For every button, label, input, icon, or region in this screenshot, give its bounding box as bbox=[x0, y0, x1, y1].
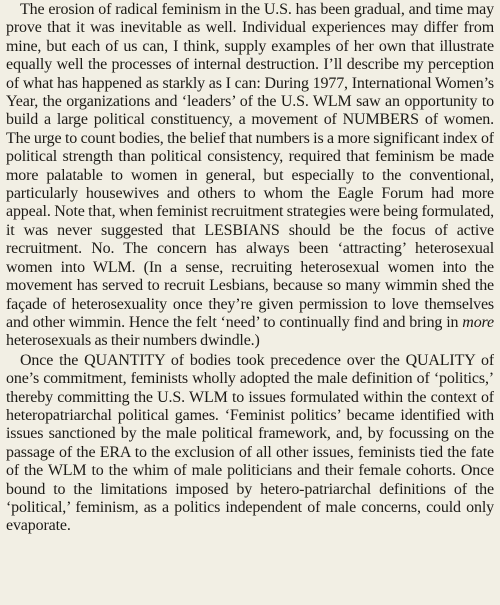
emphasis-more: more bbox=[462, 313, 494, 331]
paragraph-erosion-text-end: heterosexuals as their numbers dwindle.) bbox=[6, 332, 260, 350]
document-page bbox=[6, 1, 494, 601]
paragraph-erosion bbox=[6, 1, 494, 351]
paragraph-quantity-text: Once the QUANTITY of bodies took precedence over the QUALITY of one’s commitment, feminists wholly adopted the male definition of ‘politics,’ thereby committing the U.S. WLM to issues formulated within the context of heteropatriarchal political games. ‘Feminist politics’ became identified with issues sanctioned by the male political framework, and, by focussing on the passage of the ERA to the exclusion of all other issues, feminists tied the fate of the WLM to the whim of male politicians and their female cohorts. Once bound to the limitations imposed by hetero-patriarchal definitions of the ‘political,’ feminism, as a politics independent of male concerns, could only evaporate. bbox=[6, 351, 494, 535]
paragraph-erosion-text: The erosion of radical feminism in the U.S. has been gradual, and time may prove that it was inevitable as well. Individual experiences may differ from mine, but each of us can, I think, supply examples of her own that illustrate equally well the processes of internal destruction. I’ll describe my perception of what has happened as starkly as I can: During 1977, International Women’s Year, the organizations and ‘leaders’ of the U.S. WLM saw an opportunity to build a large political constituency, a movement of NUMBERS of women. The urge to count bodies, the belief that numbers is a more significant index of political strength than political consistency, required that feminism be made more palatable to women in general, but especially to the conventional, particularly housewives and others to whom the Eagle Forum had more appeal. Note that, when feminist recruitment strategies were being formulated, it was never suggested that LESBIANS should be the focus of active recruitment. No. The concern has always been ‘attracting’ heterosexual women into WLM. (In a sense, recruiting heterosexual women into the movement has served to recruit Lesbians, because so many wimmin shed the façade of heterosexuality once they’re given permission to love themselves and other wimmin. Hence the felt ‘need’ to continually find and bring in bbox=[6, 1, 494, 331]
paragraph-quantity bbox=[6, 352, 494, 536]
page-bottom-edge bbox=[6, 595, 494, 601]
